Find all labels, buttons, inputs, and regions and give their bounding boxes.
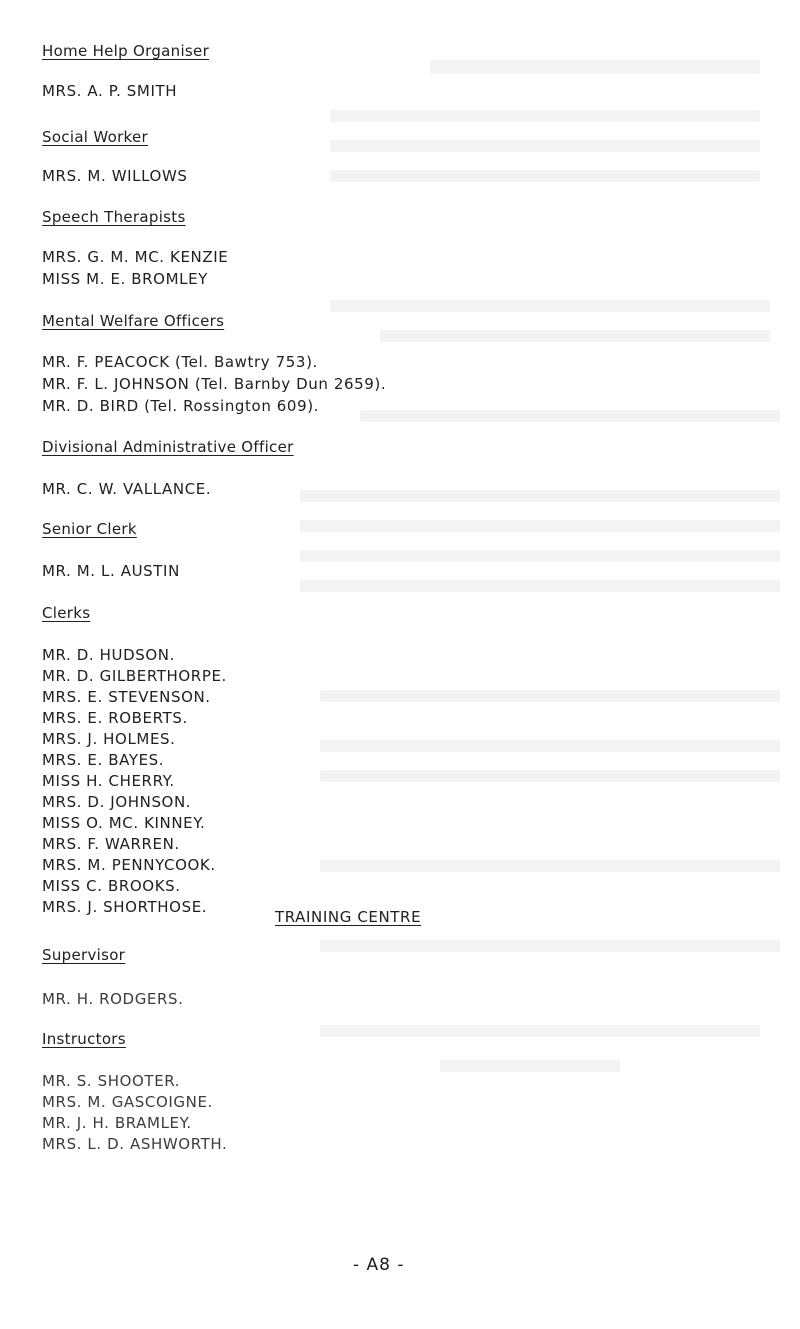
training-centre-heading: TRAINING CENTRE bbox=[275, 908, 422, 926]
bleed-through bbox=[330, 170, 760, 182]
supervisor-heading: Supervisor bbox=[42, 946, 126, 964]
bleed-through bbox=[320, 740, 780, 752]
speech-therapists-heading: Speech Therapists bbox=[42, 208, 186, 226]
clerk-name: MISS C. BROOKS. bbox=[42, 877, 181, 895]
clerk-name: MRS. M. PENNYCOOK. bbox=[42, 856, 216, 874]
senior-clerk-heading: Senior Clerk bbox=[42, 520, 137, 538]
clerk-name: MR. D. HUDSON. bbox=[42, 646, 175, 664]
clerk-name: MRS. F. WARREN. bbox=[42, 835, 180, 853]
divisional-admin-heading: Divisional Administrative Officer bbox=[42, 438, 294, 456]
clerk-name: MISS H. CHERRY. bbox=[42, 772, 175, 790]
instructor-name: MRS. M. GASCOIGNE. bbox=[42, 1093, 213, 1111]
bleed-through bbox=[320, 940, 780, 952]
clerk-name: MRS. D. JOHNSON. bbox=[42, 793, 192, 811]
bleed-through bbox=[320, 1025, 760, 1037]
clerk-name: MRS. E. ROBERTS. bbox=[42, 709, 188, 727]
clerk-name: MISS O. MC. KINNEY. bbox=[42, 814, 206, 832]
social-worker-heading: Social Worker bbox=[42, 128, 148, 146]
mental-welfare-officer: MR. D. BIRD (Tel. Rossington 609). bbox=[42, 397, 320, 415]
speech-therapist-name: MISS M. E. BROMLEY bbox=[42, 270, 208, 288]
bleed-through bbox=[300, 520, 780, 532]
divisional-admin-name: MR. C. W. VALLANCE. bbox=[42, 480, 212, 498]
instructors-heading: Instructors bbox=[42, 1030, 126, 1048]
clerk-name: MRS. E. STEVENSON. bbox=[42, 688, 211, 706]
home-help-name: MRS. A. P. SMITH bbox=[42, 82, 178, 100]
bleed-through bbox=[360, 410, 780, 422]
page-number: - A8 - bbox=[353, 1255, 405, 1275]
clerks-heading: Clerks bbox=[42, 604, 91, 622]
mental-welfare-officer: MR. F. PEACOCK (Tel. Bawtry 753). bbox=[42, 353, 318, 371]
clerk-name: MRS. J. HOLMES. bbox=[42, 730, 176, 748]
home-help-heading: Home Help Organiser bbox=[42, 42, 210, 60]
clerk-name: MR. D. GILBERTHORPE. bbox=[42, 667, 227, 685]
bleed-through bbox=[320, 770, 780, 782]
clerk-name: MRS. E. BAYES. bbox=[42, 751, 165, 769]
bleed-through bbox=[440, 1060, 620, 1072]
bleed-through bbox=[430, 60, 760, 74]
bleed-through bbox=[300, 550, 780, 562]
instructor-name: MR. J. H. BRAMLEY. bbox=[42, 1114, 192, 1132]
bleed-through bbox=[330, 300, 770, 312]
instructor-name: MR. S. SHOOTER. bbox=[42, 1072, 181, 1090]
senior-clerk-name: MR. M. L. AUSTIN bbox=[42, 562, 180, 580]
bleed-through bbox=[300, 490, 780, 502]
bleed-through bbox=[300, 580, 780, 592]
supervisor-name: MR. H. RODGERS. bbox=[42, 990, 184, 1008]
social-worker-name: MRS. M. WILLOWS bbox=[42, 167, 188, 185]
bleed-through bbox=[330, 140, 760, 152]
instructor-name: MRS. L. D. ASHWORTH. bbox=[42, 1135, 228, 1153]
bleed-through bbox=[330, 110, 760, 122]
bleed-through bbox=[320, 860, 780, 872]
mental-welfare-officer: MR. F. L. JOHNSON (Tel. Barnby Dun 2659). bbox=[42, 375, 387, 393]
mental-welfare-heading: Mental Welfare Officers bbox=[42, 312, 225, 330]
bleed-through bbox=[320, 690, 780, 702]
bleed-through bbox=[380, 330, 770, 342]
speech-therapist-name: MRS. G. M. MC. KENZIE bbox=[42, 248, 229, 266]
clerk-name: MRS. J. SHORTHOSE. bbox=[42, 898, 208, 916]
